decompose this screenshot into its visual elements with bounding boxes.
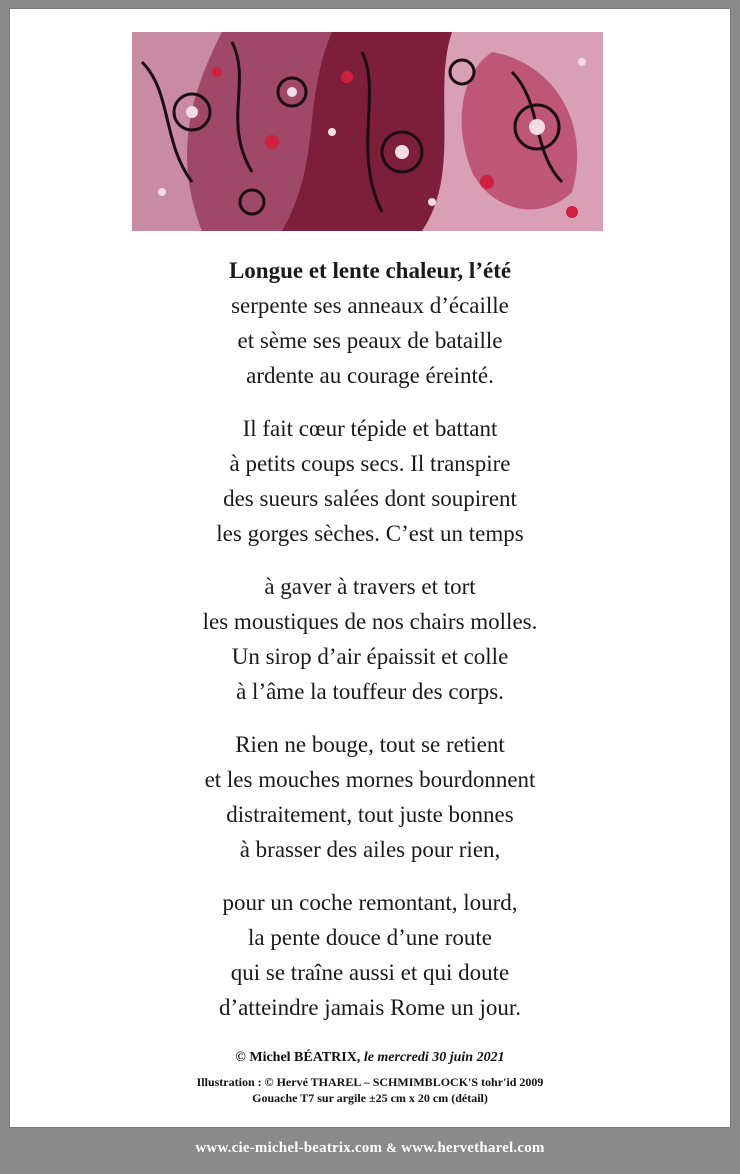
poem-title-line: Longue et lente chaleur, l’été (228, 258, 512, 283)
poem-line: d’atteindre jamais Rome un jour. (218, 995, 522, 1020)
stanza (10, 411, 730, 551)
poem-line: les moustiques de nos chairs molles. (202, 609, 538, 634)
footer-links (0, 1127, 740, 1174)
poem-line: des sueurs salées dont soupirent (223, 486, 517, 511)
poem (10, 253, 730, 1043)
poem-line: et sème ses peaux de bataille (237, 328, 503, 353)
poem-line: Il fait cœur tépide et battant (242, 416, 498, 441)
poem-line: serpente ses anneaux d’écaille (231, 293, 509, 318)
illustration-credit: Illustration : © Hervé THAREL – SCHMIMBLOCK'S tohr'id 2009 (196, 1075, 544, 1089)
artwork-image (132, 32, 603, 231)
site-link-herve-tharel[interactable]: www.hervetharel.com (401, 1140, 545, 1156)
footer-separator: & (386, 1140, 398, 1155)
poem-line: pour un coche remontant, lourd, (222, 890, 518, 915)
poem-line: la pente douce d’une route (248, 925, 492, 950)
poem-page (10, 9, 730, 1127)
poem-line: à l’âme la touffeur des corps. (236, 679, 504, 704)
stanza (10, 727, 730, 867)
poem-line: Un sirop d’air épaissit et colle (231, 644, 509, 669)
credits (10, 1048, 730, 1106)
stanza (10, 885, 730, 1025)
poem-line: et les mouches mornes bourdonnent (204, 767, 536, 792)
poem-line: à gaver à travers et tort (264, 574, 476, 599)
technique-credit: Gouache T7 sur argile ±25 cm x 20 cm (détail) (252, 1091, 488, 1105)
stanza (10, 569, 730, 709)
author-name: © Michel BÉATRIX, (235, 1050, 361, 1065)
stanza (10, 253, 730, 393)
author-credit (10, 1048, 730, 1068)
poem-line: qui se traîne aussi et qui doute (230, 960, 510, 985)
site-link-michel-beatrix[interactable]: www.cie-michel-beatrix.com (195, 1140, 383, 1156)
poem-line: distraitement, tout juste bonnes (226, 802, 514, 827)
poem-date: le mercredi 30 juin 2021 (363, 1050, 505, 1065)
poem-line: à petits coups secs. Il transpire (229, 451, 511, 476)
artwork-illustration (132, 32, 603, 231)
poem-line: à brasser des ailes pour rien, (239, 837, 501, 862)
poem-line: Rien ne bouge, tout se retient (235, 732, 505, 757)
poem-line: les gorges sèches. C’est un temps (216, 521, 524, 546)
poem-line: ardente au courage éreinté. (246, 363, 494, 388)
